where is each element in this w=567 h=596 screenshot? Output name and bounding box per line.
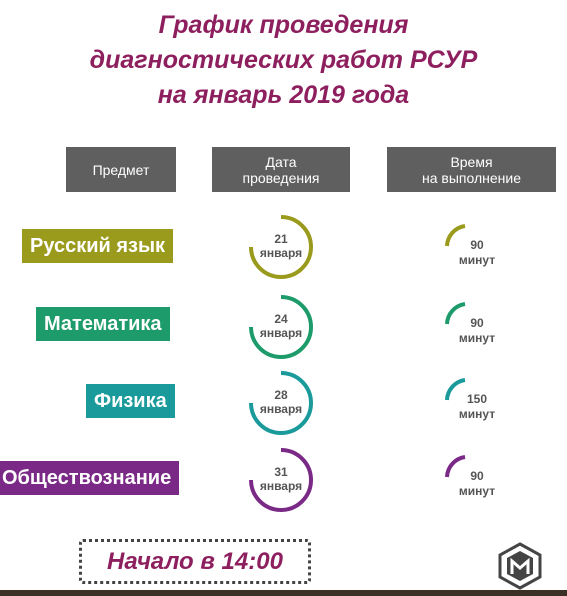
- date-math: [251, 312, 311, 340]
- header-subject: [66, 147, 176, 192]
- date-month: января: [259, 479, 303, 493]
- date-month: января: [259, 402, 303, 416]
- date-day: 28: [274, 388, 288, 402]
- time-unit: минут: [458, 484, 496, 498]
- date-russian: [251, 232, 311, 260]
- time-unit: минут: [458, 253, 496, 267]
- date-day: 24: [274, 312, 288, 326]
- date-month: января: [259, 246, 303, 260]
- date-day: 31: [274, 465, 288, 479]
- time-math: [452, 316, 502, 346]
- bottom-photo-strip: [0, 590, 567, 596]
- time-minutes: 90: [470, 469, 484, 483]
- subject-social: Обществознание: [0, 461, 179, 495]
- time-minutes: 90: [470, 238, 484, 252]
- title-line-2: диагностических работ РСУР: [89, 46, 478, 74]
- header-time-line1: Время: [450, 153, 493, 170]
- time-unit: минут: [458, 331, 496, 345]
- subject-physics: Физика: [86, 384, 175, 418]
- start-time-banner: Начало в 14:00: [79, 539, 311, 584]
- time-russian: [452, 238, 502, 268]
- title-line-3: на январь 2019 года: [157, 81, 410, 109]
- title-line-1: График проведения: [158, 11, 409, 39]
- header-subject-label: Предмет: [92, 161, 150, 178]
- date-day: 21: [274, 232, 288, 246]
- header-time-line2: на выполнение: [422, 169, 521, 186]
- header-date-line1: Дата: [265, 153, 297, 170]
- subject-math: Математика: [36, 307, 170, 341]
- time-unit: минут: [458, 407, 496, 421]
- school-logo-icon: [495, 541, 545, 591]
- time-minutes: 90: [470, 316, 484, 330]
- page-title: [0, 8, 567, 113]
- subject-russian: Русский язык: [22, 229, 173, 263]
- time-physics: [452, 392, 502, 422]
- date-social: [251, 465, 311, 493]
- time-social: [452, 469, 502, 499]
- header-date: [212, 147, 350, 192]
- date-physics: [251, 388, 311, 416]
- time-minutes: 150: [466, 392, 488, 406]
- header-date-line2: проведения: [242, 169, 320, 186]
- date-month: января: [259, 326, 303, 340]
- header-time: [387, 147, 556, 192]
